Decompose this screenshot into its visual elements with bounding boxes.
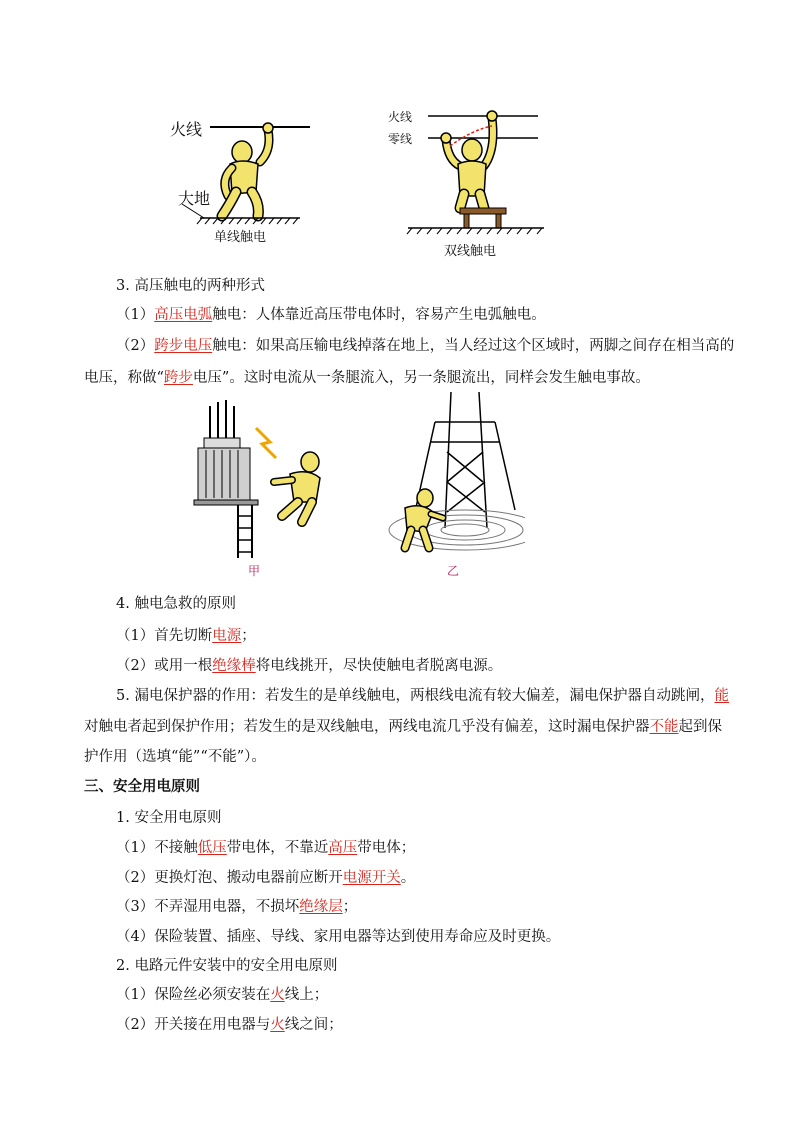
circuit-rule-1 [116, 985, 328, 1005]
s3-item-1 [116, 305, 546, 325]
single-shock-caption: 单线触电 [214, 230, 267, 245]
circuit-rule-1-post: 线上； [284, 987, 329, 1003]
subsection-2-title: 2. 电路元件安装中的安全用电原则 [116, 958, 338, 974]
s5-line-1-pre: 5. 漏电保护器的作用：若发生的是单线触电，两根线电流有较大偏差，漏电保护器自动跳闸， [116, 688, 715, 704]
s3-item-2-continued [84, 368, 650, 388]
section-three-heading: 三、安全用电原则 [84, 779, 200, 795]
section-3-title: 3. 高压触电的两种形式 [116, 278, 265, 294]
rule-3-post: ； [342, 899, 358, 915]
answer-can: 能 [714, 688, 729, 704]
rule-2 [116, 868, 415, 888]
answer-low-voltage: 低压 [197, 840, 227, 856]
answer-insulating-rod: 绝缘棒 [212, 658, 256, 674]
s4-item-1 [116, 626, 256, 646]
step-voltage-figure [375, 392, 525, 576]
s5-line-2-post: 起到保 [678, 719, 722, 735]
rule-1-mid: 带电体，不靠近 [226, 840, 329, 856]
s5-line-1 [116, 686, 729, 706]
s3-item-2-post: 触电：如果高压输电线掉落在地上，当人经过这个区域时，两脚之间存在相当高的 [212, 338, 735, 354]
s3-item-2b-post: 电压”。这时电流从一条腿流入，另一条腿流出，同样会发生触电事故。 [192, 370, 650, 386]
answer-arc-shock: 高压电弧 [154, 307, 213, 323]
s3-item-1-pre: （1） [116, 307, 155, 323]
rule-4: （4）保险装置、插座、导线、家用电器等达到使用寿命应及时更换。 [116, 929, 561, 945]
answer-step: 跨步 [163, 370, 193, 386]
answer-power-switch: 电源开关 [342, 870, 401, 886]
rule-3-pre: （3）不弄湿用电器，不损坏 [116, 899, 300, 915]
s3-item-2b-pre: 电压，称做“ [84, 370, 164, 386]
s3-item-2-pre: （2） [116, 338, 155, 354]
s4-item-2-pre: （2）或用一根 [116, 658, 213, 674]
ground-label: 大地 [178, 189, 211, 208]
answer-cannot: 不能 [649, 719, 679, 735]
s5-line-2 [84, 717, 722, 737]
s4-item-2-post: 将电线挑开，尽快使触电者脱离电源。 [255, 658, 503, 674]
circuit-rule-2 [116, 1015, 343, 1035]
figure-caption-yi: 乙 [447, 564, 460, 578]
answer-insulation-layer: 绝缘层 [299, 899, 343, 915]
circuit-rule-1-pre: （1）保险丝必须安装在 [116, 987, 271, 1003]
figure-caption-jia: 甲 [248, 564, 261, 578]
s4-item-1-pre: （1）首先切断 [116, 628, 213, 644]
rule-1-pre: （1）不接触 [116, 840, 198, 856]
rule-2-pre: （2）更换灯泡、搬动电器前应断开 [116, 870, 343, 886]
s3-item-1-post: 触电：人体靠近高压带电体时，容易产生电弧触电。 [212, 307, 546, 323]
single-line-shock-figure [160, 100, 320, 250]
answer-live-wire-2: 火 [270, 1017, 285, 1033]
answer-high-voltage: 高压 [328, 840, 358, 856]
s4-item-2 [116, 656, 502, 676]
step-voltage-illustration [375, 392, 525, 576]
answer-power-source: 电源 [212, 628, 242, 644]
s3-item-2 [116, 336, 734, 356]
rule-3 [116, 897, 357, 917]
double-line-shock-figure [388, 100, 548, 260]
rule-1-post: 带电体； [357, 840, 416, 856]
section-4-title: 4. 触电急救的原则 [116, 596, 236, 612]
double-shock-caption: 双线触电 [444, 244, 497, 259]
subsection-1-title: 1. 安全用电原则 [116, 810, 222, 826]
rule-2-post: 。 [400, 870, 416, 886]
neutral-wire-label: 零线 [388, 132, 413, 146]
answer-live-wire-1: 火 [270, 987, 285, 1003]
arc-shock-figure [190, 398, 340, 576]
answer-step-voltage: 跨步电压 [154, 338, 213, 354]
circuit-rule-2-post: 线之间； [284, 1017, 343, 1033]
s5-line-2-pre: 对触电者起到保护作用；若发生的是双线触电，两线电流几乎没有偏差，这时漏电保护器 [84, 719, 650, 735]
live-wire-label: 火线 [170, 120, 203, 139]
live-wire-label: 火线 [388, 110, 413, 124]
rule-1 [116, 838, 415, 858]
s4-item-1-post: ； [241, 628, 256, 644]
circuit-rule-2-pre: （2）开关接在用电器与 [116, 1017, 271, 1033]
s5-line-3: 护作用（选填“能”“不能”）。 [84, 749, 266, 765]
arc-shock-illustration [190, 398, 340, 576]
